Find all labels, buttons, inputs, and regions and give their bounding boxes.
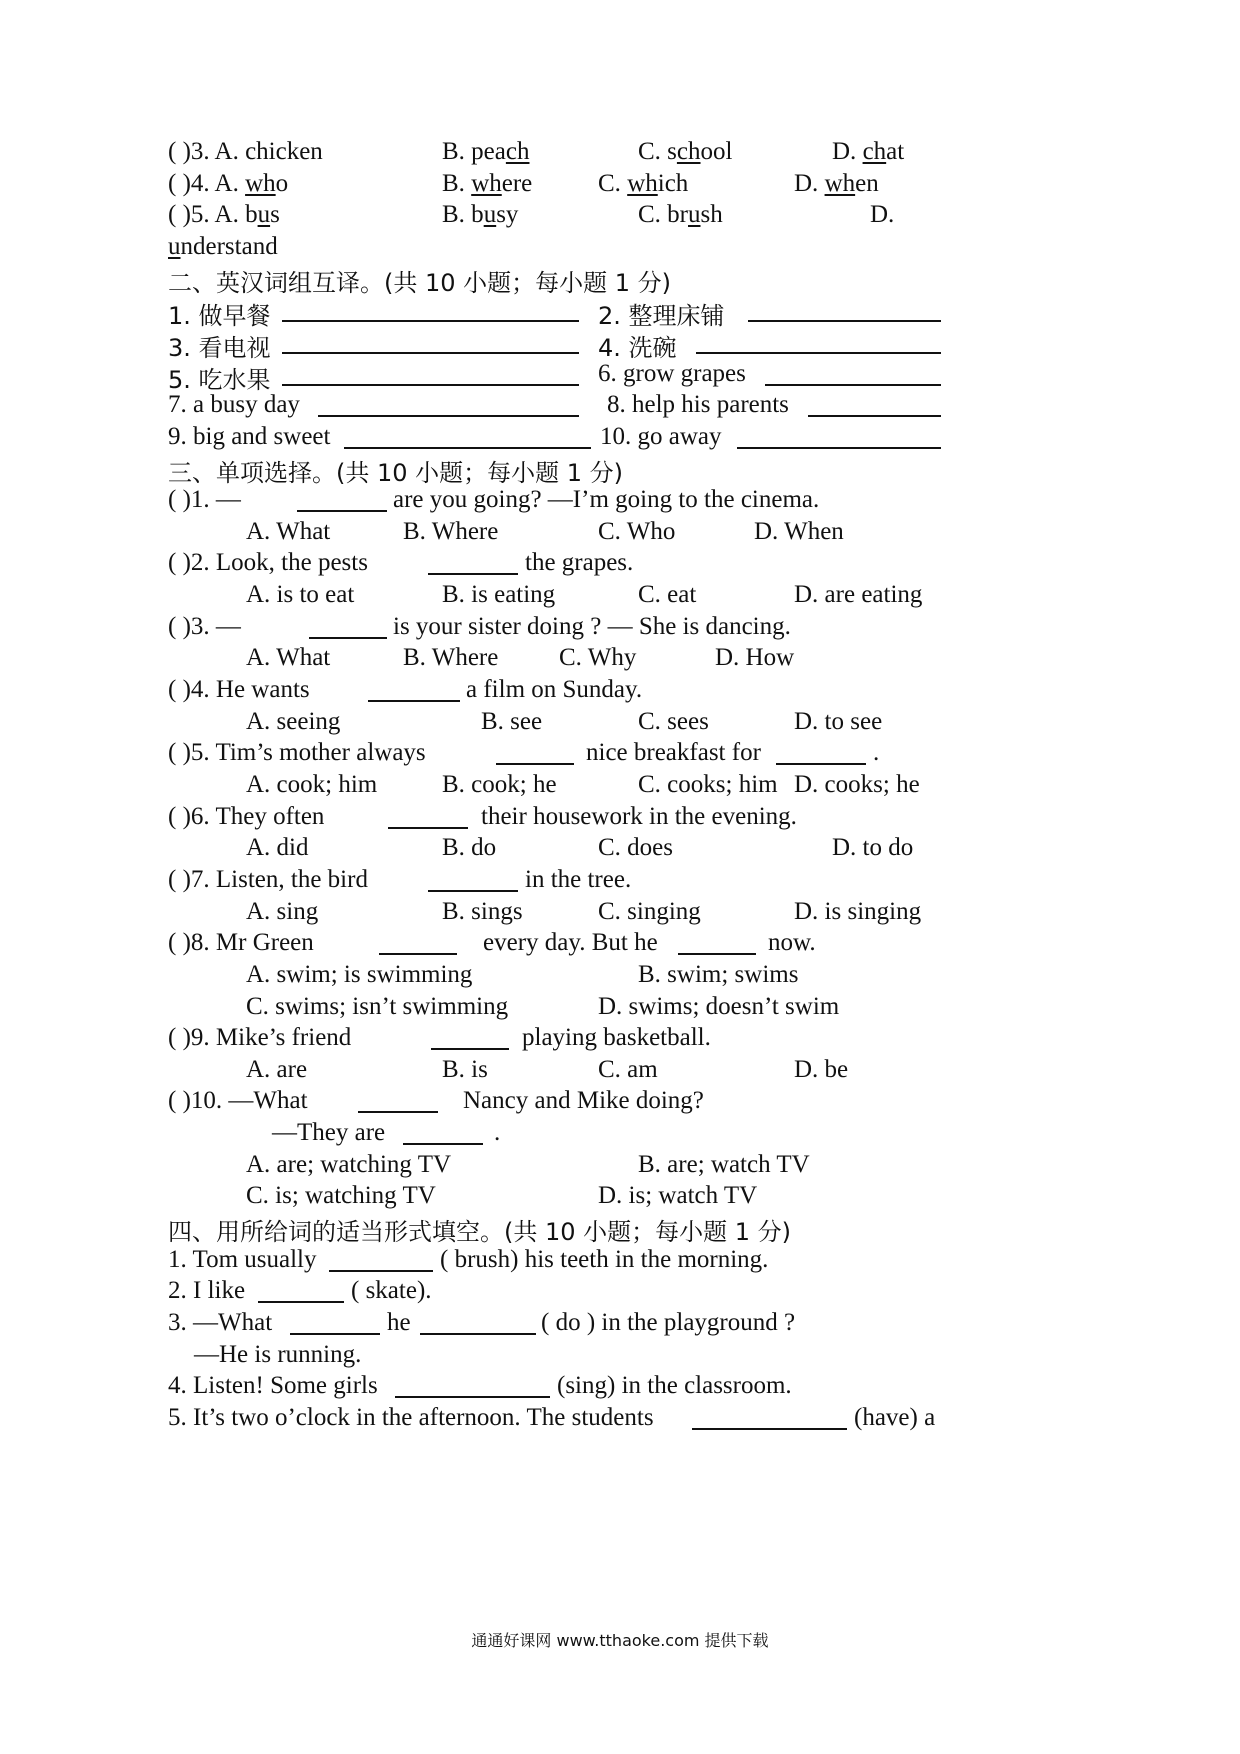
mc-q10-option-b: B. are; watch TV <box>638 1151 810 1178</box>
q4-option-a: ( )4. A. who <box>168 170 289 197</box>
mc-q7-option-d: D. is singing <box>794 898 922 925</box>
mc-q9-option-a: A. are <box>246 1056 308 1083</box>
mc-q6-stem: ( )6. They often <box>168 803 325 830</box>
mc-q2-option-a: A. is to eat <box>246 581 355 608</box>
fill-q3-blank-1[interactable] <box>290 1333 380 1335</box>
mc-q9-option-d: D. be <box>794 1056 849 1083</box>
mc-q4-option-c: C. sees <box>638 708 709 735</box>
mc-q3-option-b: B. Where <box>403 644 499 671</box>
mc-q1-option-c: C. Who <box>598 518 676 545</box>
fill-q1-hint: ( brush) his teeth in the morning. <box>440 1246 769 1273</box>
mc-q2-blank[interactable] <box>428 573 518 575</box>
fill-q2-blank[interactable] <box>258 1301 344 1303</box>
sec2-answer-4[interactable] <box>696 352 941 354</box>
sec2-item-2: 2. 整理床铺 <box>598 302 725 330</box>
sec2-answer-1[interactable] <box>282 320 579 322</box>
fill-q4-blank[interactable] <box>395 1396 550 1398</box>
mc-q6-text: their housework in the evening. <box>481 803 797 830</box>
fill-q4-hint: (sing) in the classroom. <box>557 1372 792 1399</box>
mc-q1-option-a: A. What <box>246 518 331 545</box>
mc-q9-text: playing basketball. <box>522 1024 711 1051</box>
sec2-item-1: 1. 做早餐 <box>168 302 271 330</box>
sec2-item-8: 8. help his parents <box>607 391 789 418</box>
mc-q10-text: Nancy and Mike doing? <box>463 1087 704 1114</box>
mc-q5-text: nice breakfast for <box>586 739 761 766</box>
sec2-answer-3[interactable] <box>282 352 579 354</box>
mc-q10-option-d: D. is; watch TV <box>598 1182 758 1209</box>
sec2-answer-5[interactable] <box>282 384 579 386</box>
mc-q9-option-c: C. am <box>598 1056 658 1083</box>
sec2-answer-8[interactable] <box>808 415 941 417</box>
mc-q3-text: is your sister doing ? — She is dancing. <box>393 613 791 640</box>
sec2-answer-10[interactable] <box>737 447 941 449</box>
mc-q8-text: every day. But he <box>483 929 658 956</box>
sec2-item-9: 9. big and sweet <box>168 423 331 450</box>
mc-q6-blank[interactable] <box>388 827 468 829</box>
mc-q1-blank[interactable] <box>297 510 387 512</box>
sec2-item-4: 4. 洗碗 <box>598 334 677 362</box>
mc-q1-option-b: B. Where <box>403 518 499 545</box>
mc-q10-blank-2[interactable] <box>403 1143 483 1145</box>
q3-option-b: B. peach <box>442 138 530 165</box>
mc-q10-option-c: C. is; watching TV <box>246 1182 436 1209</box>
mc-q7-stem: ( )7. Listen, the bird <box>168 866 368 893</box>
q3-option-c: C. school <box>638 138 733 165</box>
mc-q2-option-d: D. are eating <box>794 581 923 608</box>
mc-q7-option-c: C. singing <box>598 898 701 925</box>
mc-q3-option-c: C. Why <box>559 644 637 671</box>
mc-q7-option-a: A. sing <box>246 898 319 925</box>
sec2-item-6: 6. grow grapes <box>598 360 746 387</box>
mc-q5-option-c: C. cooks; him <box>638 771 778 798</box>
fill-q4-text: 4. Listen! Some girls <box>168 1372 378 1399</box>
fill-q3-reply: —He is running. <box>194 1341 362 1368</box>
sec2-answer-7[interactable] <box>318 415 579 417</box>
mc-q10-blank-1[interactable] <box>358 1111 438 1113</box>
mc-q4-option-b: B. see <box>481 708 543 735</box>
mc-q10-answer-line: —They are <box>272 1119 386 1146</box>
mc-q8-option-b: B. swim; swims <box>638 961 799 988</box>
fill-q5-text: 5. It’s two o’clock in the afternoon. The students <box>168 1404 654 1431</box>
mc-q5-blank-1[interactable] <box>496 763 574 765</box>
q5-option-d-label: D. <box>870 201 895 228</box>
q5-option-d-word: understand <box>168 233 278 260</box>
sec2-answer-2[interactable] <box>748 320 941 322</box>
section-4-title: 四、用所给词的适当形式填空。(共 10 小题；每小题 1 分) <box>168 1218 792 1246</box>
fill-q3-hint: ( do ) in the playground ? <box>541 1309 796 1336</box>
fill-q5-hint: (have) a <box>854 1404 936 1431</box>
mc-q5-end: . <box>873 739 880 766</box>
section-3-title: 三、单项选择。(共 10 小题；每小题 1 分) <box>168 459 624 487</box>
page-footer: 通通好课网 www.tthaoke.com 提供下载 <box>471 1631 769 1650</box>
mc-q5-option-d: D. cooks; he <box>794 771 920 798</box>
mc-q3-option-a: A. What <box>246 644 331 671</box>
q5-option-b: B. busy <box>442 201 519 228</box>
mc-q10-end: . <box>494 1119 501 1146</box>
mc-q9-stem: ( )9. Mike’s friend <box>168 1024 352 1051</box>
mc-q1-text: are you going? —I’m going to the cinema. <box>393 486 820 513</box>
mc-q7-option-b: B. sings <box>442 898 523 925</box>
sec2-answer-9[interactable] <box>344 447 591 449</box>
mc-q2-option-b: B. is eating <box>442 581 556 608</box>
mc-q8-option-c: C. swims; isn’t swimming <box>246 993 509 1020</box>
mc-q4-option-d: D. to see <box>794 708 883 735</box>
mc-q8-blank-2[interactable] <box>678 953 756 955</box>
mc-q2-option-c: C. eat <box>638 581 697 608</box>
mc-q10-option-a: A. are; watching TV <box>246 1151 452 1178</box>
fill-q1-text: 1. Tom usually <box>168 1246 317 1273</box>
mc-q4-stem: ( )4. He wants <box>168 676 310 703</box>
mc-q8-stem: ( )8. Mr Green <box>168 929 314 956</box>
sec2-item-5: 5. 吃水果 <box>168 366 271 394</box>
fill-q2-hint: ( skate). <box>351 1277 432 1304</box>
mc-q6-option-d: D. to do <box>832 834 914 861</box>
mc-q3-stem: ( )3. — <box>168 613 241 640</box>
fill-q3-text: 3. —What <box>168 1309 273 1336</box>
mc-q8-option-d: D. swims; doesn’t swim <box>598 993 840 1020</box>
mc-q8-option-a: A. swim; is swimming <box>246 961 473 988</box>
q4-option-c: C. which <box>598 170 689 197</box>
mc-q6-option-c: C. does <box>598 834 673 861</box>
mc-q4-blank[interactable] <box>368 700 460 702</box>
mc-q1-stem: ( )1. — <box>168 486 241 513</box>
mc-q6-option-b: B. do <box>442 834 497 861</box>
mc-q2-stem: ( )2. Look, the pests <box>168 549 368 576</box>
mc-q9-blank[interactable] <box>431 1048 509 1050</box>
q3-option-d: D. chat <box>832 138 905 165</box>
mc-q2-text: the grapes. <box>525 549 634 576</box>
fill-q3-blank-2[interactable] <box>420 1333 536 1335</box>
mc-q9-option-b: B. is <box>442 1056 488 1083</box>
fill-q1-blank[interactable] <box>329 1270 433 1272</box>
q5-option-a: ( )5. A. bus <box>168 201 280 228</box>
mc-q8-end: now. <box>768 929 816 956</box>
section-2-title: 二、英汉词组互译。(共 10 小题；每小题 1 分) <box>168 269 672 297</box>
q3-stem: ( )3. A. chicken <box>168 138 323 165</box>
sec2-item-10: 10. go away <box>600 423 722 450</box>
sec2-answer-6[interactable] <box>765 384 941 386</box>
mc-q1-option-d: D. When <box>754 518 844 545</box>
sec2-item-3: 3. 看电视 <box>168 334 271 362</box>
mc-q7-blank[interactable] <box>428 890 518 892</box>
fill-q3-he: he <box>387 1309 411 1336</box>
mc-q5-blank-2[interactable] <box>776 763 866 765</box>
mc-q5-option-a: A. cook; him <box>246 771 378 798</box>
mc-q5-stem: ( )5. Tim’s mother always <box>168 739 426 766</box>
q5-option-c: C. brush <box>638 201 723 228</box>
mc-q4-text: a film on Sunday. <box>466 676 643 703</box>
mc-q4-option-a: A. seeing <box>246 708 341 735</box>
q4-option-b: B. where <box>442 170 533 197</box>
mc-q7-text: in the tree. <box>525 866 632 893</box>
mc-q6-option-a: A. did <box>246 834 309 861</box>
mc-q5-option-b: B. cook; he <box>442 771 557 798</box>
mc-q10-stem: ( )10. —What <box>168 1087 308 1114</box>
sec2-item-7: 7. a busy day <box>168 391 300 418</box>
mc-q8-blank-1[interactable] <box>379 953 457 955</box>
mc-q3-option-d: D. How <box>715 644 795 671</box>
mc-q3-blank[interactable] <box>309 637 387 639</box>
fill-q2-text: 2. I like <box>168 1277 246 1304</box>
fill-q5-blank[interactable] <box>692 1428 847 1430</box>
q4-option-d: D. when <box>794 170 879 197</box>
